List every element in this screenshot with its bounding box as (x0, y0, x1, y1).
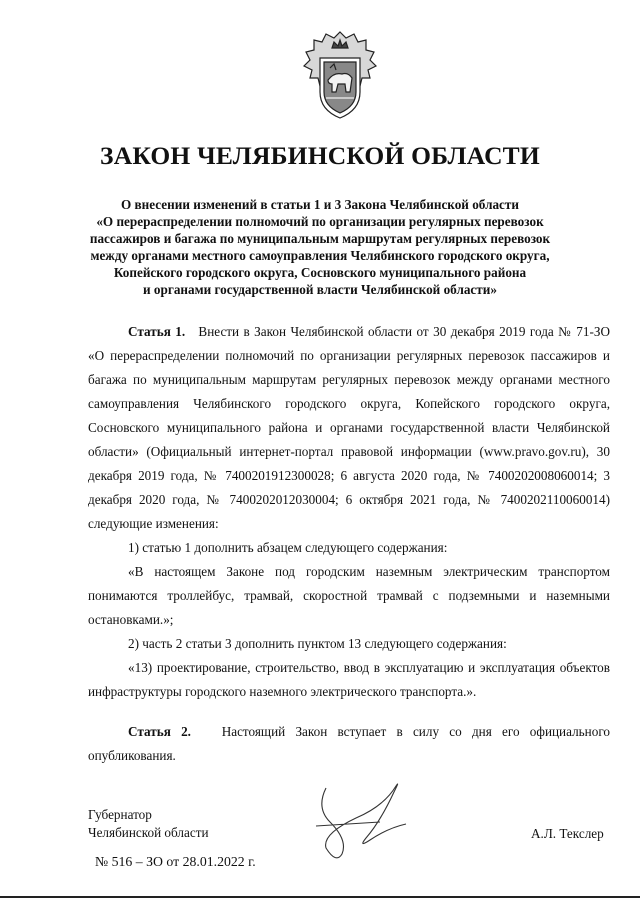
subtitle-line: и органами государственной власти Челябинской области» (143, 282, 497, 297)
article-2-text: Настоящий Закон вступает в силу со дня его официального опубликования. (88, 724, 611, 763)
article-1-paragraph (88, 320, 610, 536)
subtitle-line: «О перераспределении полномочий по организации регулярных перевозок (96, 214, 544, 229)
chelyabinsk-coat-of-arms-icon (298, 28, 382, 124)
law-number: № 516 – ЗО от 28.01.2022 г. (95, 854, 256, 869)
handwritten-signature (296, 778, 414, 866)
law-title: ЗАКОН ЧЕЛЯБИНСКОЙ ОБЛАСТИ (100, 141, 540, 170)
spacer (88, 704, 610, 720)
subtitle-line: пассажиров и багажа по муниципальным маршрутам регулярных перевозок (89, 231, 551, 246)
subtitle-line: О внесении изменений в статьи 1 и 3 Закона Челябинской области (121, 197, 519, 212)
article-1-item-1: 1) статью 1 дополнить абзацем следующего содержания: (128, 540, 448, 555)
subtitle-line: между органами местного самоуправления Челябинского городского округа, (90, 248, 550, 263)
signatory-position (88, 806, 209, 842)
law-body (88, 320, 610, 768)
law-subtitle (60, 196, 580, 298)
article-1-item-2: 2) часть 2 статьи 3 дополнить пунктом 13 следующего содержания: (128, 636, 507, 651)
signatory-name: А.Л. Текслер (531, 826, 604, 841)
position-line: Челябинской области (88, 825, 209, 840)
article-1-item-2-quote: «13) проектирование, строительство, ввод в эксплуатацию и эксплуатация объектов инфраструктуры городского наземного электрического транспорта.». (88, 660, 610, 699)
article-2-heading: Статья 2. (128, 724, 191, 739)
article-1-heading: Статья 1. (128, 324, 186, 339)
position-line: Губернатор (88, 807, 152, 822)
article-1-item-1-quote: «В настоящем Законе под городским наземным электрическим транспортом понимаются троллейбус, трамвай, скоростной трамвай с подземными и наземными остановками.»; (88, 564, 610, 627)
subtitle-line: Копейского городского округа, Сосновского муниципального района (113, 265, 527, 280)
article-1-text: Внести в Закон Челябинской области от 30 декабря 2019 года № 71-ЗО «О перераспределении полномочий по организации регулярных перевозок пассажиров и багажа по муниципальным маршрутам регулярных перевозок между органами местного самоуправления Челябинского городского округа, Копейского городского округа, Сосновского муниципального района и органами государственной власти Челябинской области» (Официальный интернет-портал правовой информации (www.pravo.gov.ru), 30 декабря 2019 года, № 7400201912300028; 6 августа 2020 года, № 7400202008060014; 3 декабря 2020 года, № 7400202012030004; 6 октября 2021 года, № 7400202110060014) следующие изменения: (88, 324, 611, 531)
article-2-paragraph (88, 720, 610, 768)
bottom-border (0, 896, 640, 898)
